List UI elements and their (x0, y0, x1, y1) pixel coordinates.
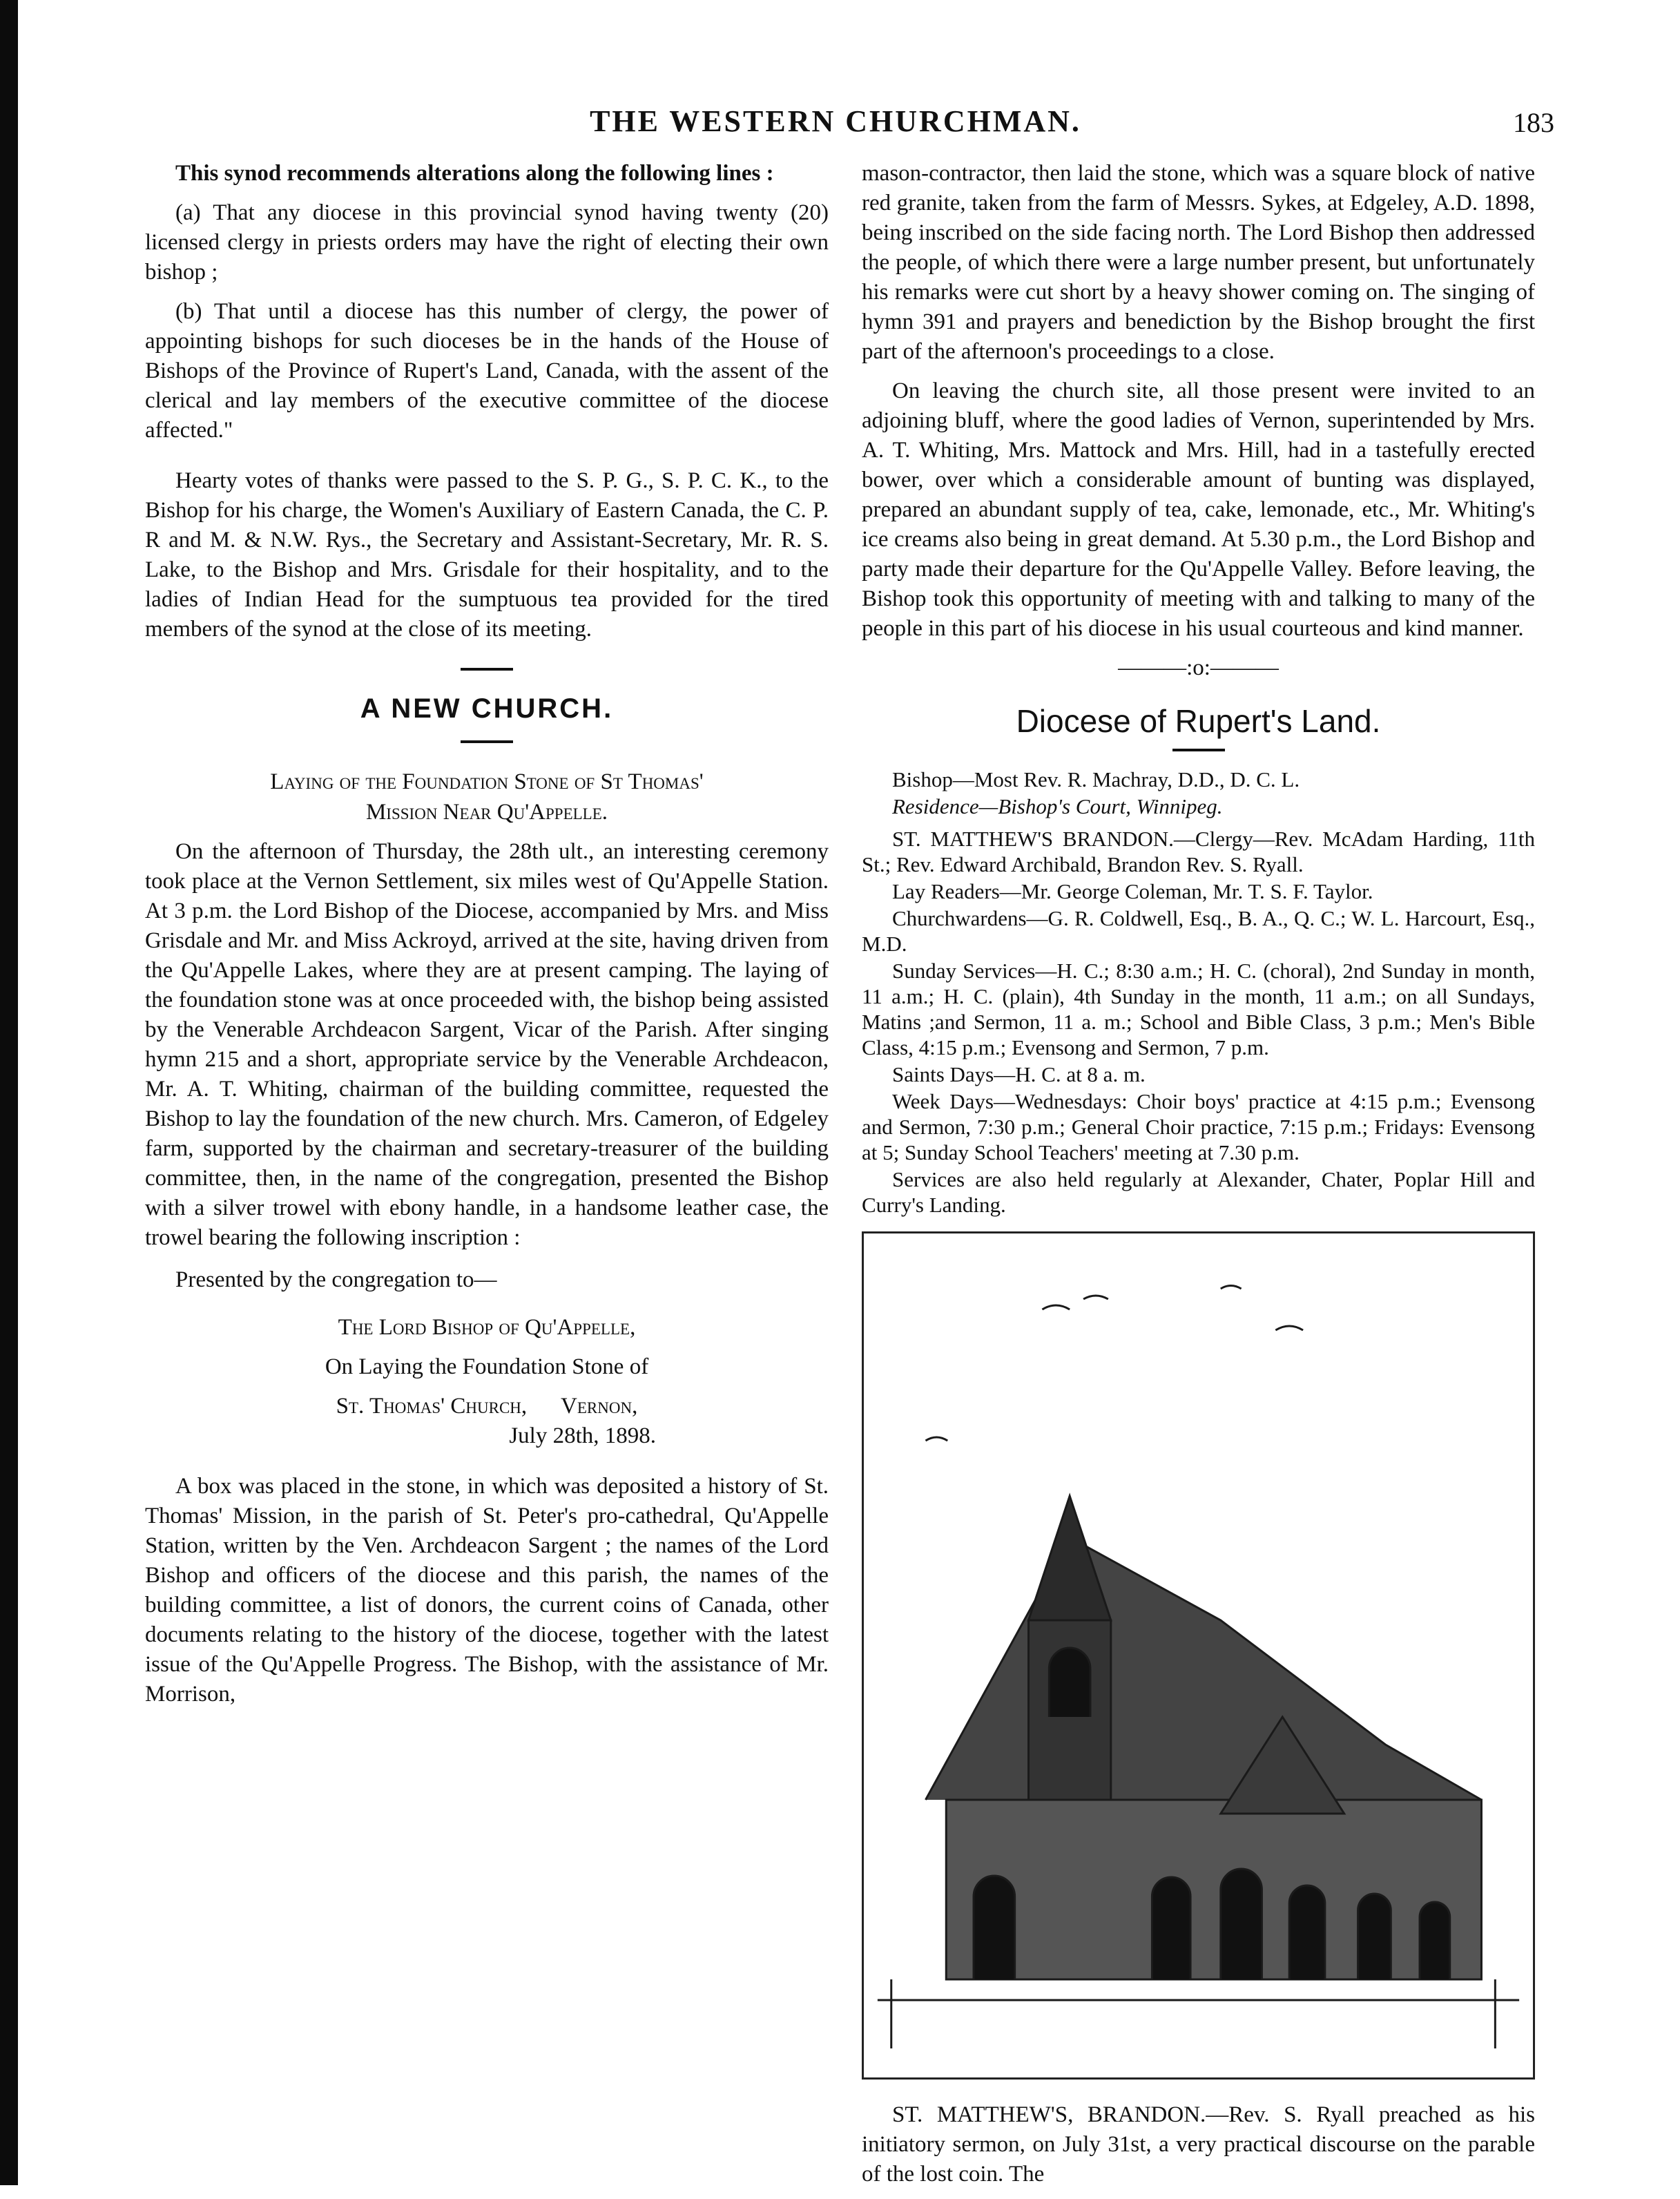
church-engraving-icon (864, 1233, 1533, 2077)
ornament-divider: ———:o:——— (1118, 655, 1279, 680)
left-column (145, 159, 829, 1719)
article-headline: A NEW CHURCH. (360, 693, 614, 724)
listing-line: Sunday Services—H. C.; 8:30 a.m.; H. C. (choral), 2nd Sunday in month, 11 a.m.; H. C. (plain), 4th Sunday in the month, 11 a.m.; on all Sundays, Matins ;and Sermon, 11 a. m.; School and Bible Class, 3 p.m.; Men's Bible Class, 4:15 p.m.; Evensong and Sermon, 7 p.m. (862, 959, 1535, 1059)
running-head (0, 104, 1680, 145)
inscription-line: St. Thomas' Church, Vernon, (336, 1394, 638, 1419)
listing-line: Residence—Bishop's Court, Winnipeg. (892, 794, 1223, 818)
subhead-line: Mission Near Qu'Appelle. (365, 800, 608, 825)
listing-line: Lay Readers—Mr. George Coleman, Mr. T. S. F. Taylor. (892, 879, 1373, 903)
article-subhead (145, 767, 829, 827)
inscription-intro: Presented by the congregation to— (175, 1267, 497, 1292)
inscription-line: July 28th, 1898. (509, 1423, 656, 1448)
paragraph: On the afternoon of Thursday, the 28th ult., an interesting ceremony took place at the Vernon Settlement, six miles west of Qu'Appelle Station. At 3 p.m. the Lord Bishop of the Diocese, accompanied by Mrs. and Miss Grisdale and Mr. and Miss Ackroyd, arrived at the site, having driven from the Qu'Appelle Lakes, where they are at present camping. The laying of the foundation stone was at once proceeded with, the bishop being assisted by the Venerable Archdeacon Sargent, Vicar of the Parish. After singing hymn 215 and a short, appropriate service by the Venerable Archdeacon, Mr. A. T. Whiting, chairman of the building committee, requested the Bishop to lay the foundation of the new church. Mrs. Cameron, of Edgeley farm, supported by the chairman and secretary-treasurer of the building committee, then, in the name of the congregation, presented the Bishop with a silver trowel with ebony handle, in a handsome leather case, the trowel bearing the following inscription : (145, 839, 829, 1250)
right-column (862, 159, 1535, 2199)
listing-line: Churchwardens—G. R. Coldwell, Esq., B. A., Q. C.; W. L. Harcourt, Esq., M.D. (862, 906, 1535, 956)
section-headline: Diocese of Rupert's Land. (1016, 703, 1381, 739)
running-title: THE WESTERN CHURCHMAN. (590, 104, 1081, 138)
listing-line: Bishop—Most Rev. R. Machray, D.D., D. C. L. (892, 767, 1300, 791)
subhead-line: Laying of the Foundation Stone of St Thomas' (270, 769, 704, 794)
page-number: 183 (1513, 107, 1554, 138)
page-binding-edge (0, 0, 18, 2185)
divider (1172, 749, 1225, 751)
church-illustration (862, 1231, 1535, 2080)
paragraph: Hearty votes of thanks were passed to the S. P. G., S. P. C. K., to the Bishop for his charge, the Women's Auxiliary of Eastern Canada, the C. P. R and M. & N.W. Rys., the Secretary and Assistant-Secretary, Mr. R. S. Lake, to the Bishop and Mrs. Grisdale for their hospitality, and to the ladies of Indian Head for the sumptuous tea provided for the tired members of the synod at the close of its meeting. (145, 468, 829, 642)
listing-line: Services are also held regularly at Alexander, Chater, Poplar Hill and Curry's Landing. (862, 1167, 1535, 1217)
divider (461, 668, 513, 671)
listing-line: Week Days—Wednesdays: Choir boys' practice at 4:15 p.m.; Evensong and Sermon, 7:30 p.m.; General Choir practice, 7:15 p.m.; Fridays: Evensong at 5; Sunday School Teachers' meeting at 7.30 p.m. (862, 1089, 1535, 1164)
paragraph: mason-contractor, then laid the stone, which was a square block of native red granite, taken from the farm of Messrs. Sykes, at Edgeley, A.D. 1898, being inscribed on the side facing north. The Lord Bishop then addressed the people, of which there were a large number present, but unfortunately his remarks were cut short by a heavy shower coming on. The singing of hymn 391 and prayers and benediction by the Bishop brought the first part of the afternoon's proceedings to a close. (862, 161, 1535, 364)
inscription-line: On Laying the Foundation Stone of (325, 1354, 649, 1379)
diocese-listing (862, 767, 1535, 1218)
paragraph: (b) That until a diocese has this number of clergy, the power of appointing bishops for such dioceses be in the hands of the House of Bishops of the Province of Rupert's Land, Canada, with the assent of the clerical and lay members of the executive committee of the diocese affected." (145, 299, 829, 443)
paragraph: This synod recommends alterations along the following lines : (175, 161, 774, 186)
paragraph: ST. MATTHEW'S, BRANDON.—Rev. S. Ryall preached as his initiatory sermon, on July 31st, a very practical discourse on the parable of the lost coin. The (862, 2102, 1535, 2187)
listing-line: Saints Days—H. C. at 8 a. m. (892, 1062, 1146, 1086)
paragraph: (a) That any diocese in this provincial synod having twenty (20) licensed clergy in priests orders may have the right of electing their own bishop ; (145, 200, 829, 285)
inscription-line: The Lord Bishop of Qu'Appelle, (338, 1315, 636, 1340)
paragraph: A box was placed in the stone, in which was deposited a history of St. Thomas' Mission, in the parish of St. Peter's pro-cathedral, Qu'Appelle Station, written by the Ven. Archdeacon Sargent ; the names of the Lord Bishop and officers of the diocese and this parish, the names of the building committee, a list of donors, the current coins of Canada, other documents relating to the history of the diocese, together with the latest issue of the Qu'Appelle Progress. The Bishop, with the assistance of Mr. Morrison, (145, 1474, 829, 1707)
paragraph: On leaving the church site, all those present were invited to an adjoining bluff, where the good ladies of Vernon, superintended by Mrs. A. T. Whiting, Mrs. Mattock and Mrs. Hill, had in a tastefully erected bower, over which a considerable amount of bunting was displayed, prepared an abundant supply of tea, cake, lemonade, etc., Mr. Whiting's ice creams also being in great demand. At 5.30 p.m., the Lord Bishop and party made their departure for the Qu'Appelle Valley. Before leaving, the Bishop took this opportunity of meeting with and talking to many of the people in this part of his diocese in his usual courteous and kind manner. (862, 378, 1535, 641)
listing-line: ST. MATTHEW'S BRANDON.—Clergy—Rev. McAdam Harding, 11th St.; Rev. Edward Archibald, Brandon Rev. S. Ryall. (862, 827, 1535, 876)
divider (461, 740, 513, 743)
